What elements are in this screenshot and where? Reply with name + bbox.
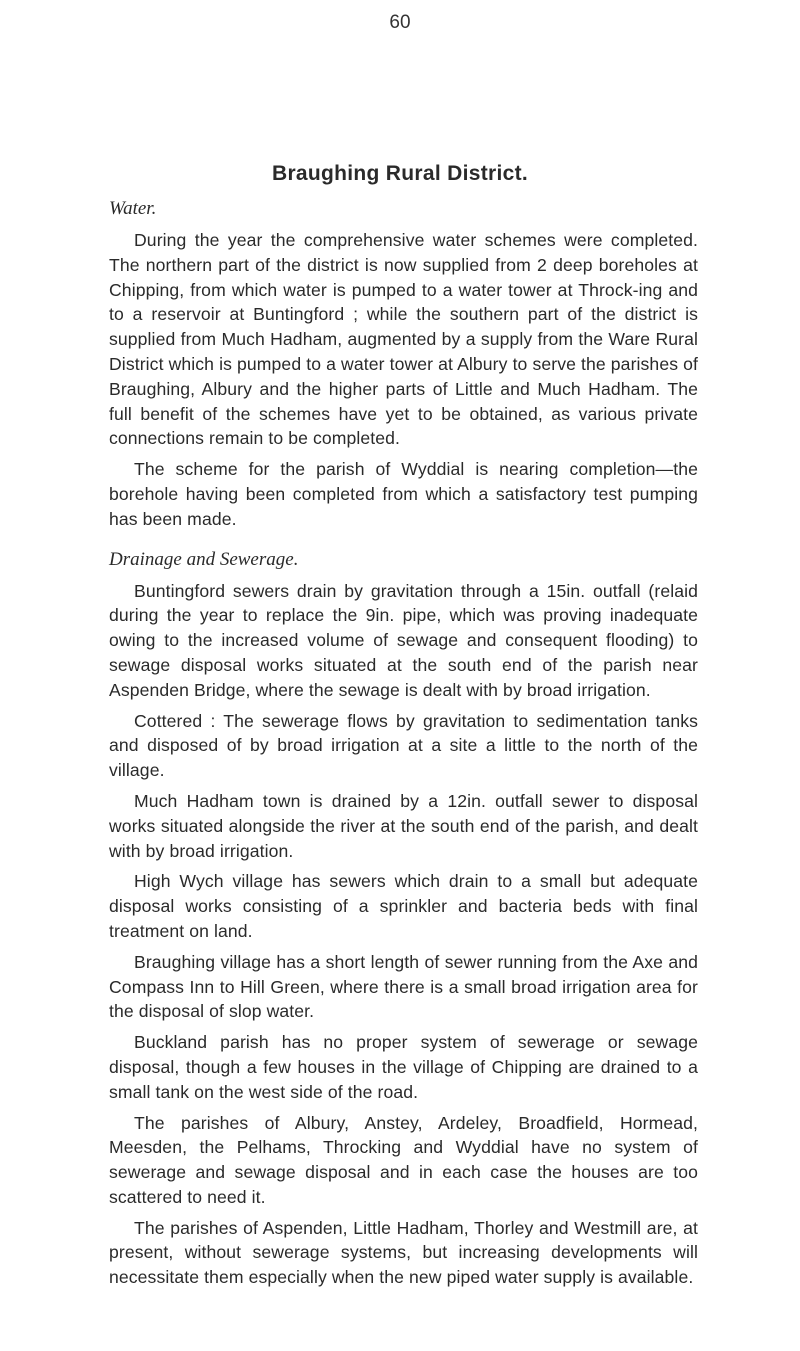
section-water [109, 195, 698, 532]
section-drainage [109, 546, 698, 1291]
section-heading-drainage: Drainage and Sewerage. [109, 548, 299, 570]
paragraph: High Wych village has sewers which drain to a small but adequate disposal works consisting of a sprinkler and bacteria beds with final treatment on land. [109, 871, 698, 941]
page-title: Braughing Rural District. [271, 162, 529, 185]
paragraph: Cottered : The sewerage flows by gravitation to sedimentation tanks and disposed of by broad irrigation at a site a little to the north of the village. [109, 710, 698, 781]
paragraph: Buntingford sewers drain by gravitation through a 15in. outfall (relaid during the year to replace the 9in. pipe, which was proving inadequate owing to the increased volume of sewage and consequent flooding) to sewage disposal works situated at the south end of the parish near Aspenden Bridge, where the sewage is dealt with by broad irrigation. [109, 580, 698, 700]
paragraph: The parishes of Aspenden, Little Hadham, Thorley and Westmill are, at present, without sewerage systems, but increasing developments will necessitate them especially when the new piped water supply is available. [109, 1217, 698, 1288]
paragraph: During the year the comprehensive water schemes were completed. The northern part of the district is now supplied from 2 deep boreholes at Chipping, from which water is pumped to a water tower at Throck-ing and to a reservoir at Buntingford ; while the southern part of the district is supplied from Much Hadham, augmented by a supply from the Ware Rural District which is pumped to a water tower at Albury to serve the parishes of Braughing, Albury and the higher parts of Little and Much Hadham. The full benefit of the schemes have yet to be obtained, as various private connections remain to be completed. [109, 230, 698, 449]
paragraph: Much Hadham town is drained by a 12in. outfall sewer to disposal works situated alongside the river at the south end of the parish, and dealt with by broad irrigation. [109, 790, 698, 861]
paragraph: Braughing village has a short length of sewer running from the Axe and Compass Inn to Hill Green, where there is a small broad irrigation area for the disposal of slop water. [109, 951, 698, 1022]
document-body [109, 195, 698, 1290]
section-heading-water: Water. [109, 198, 157, 219]
page-number: 60 [389, 12, 411, 33]
paragraph: The parishes of Albury, Anstey, Ardeley, Broadfield, Hormead, Meesden, the Pelhams, Throcking and Wyddial have no system of sewerage and sewage disposal and in each case the houses are too scattered to need it. [109, 1112, 698, 1207]
paragraph: Buckland parish has no proper system of sewerage or sewage disposal, though a few houses in the village of Chipping are drained to a small tank on the west side of the road. [109, 1032, 698, 1102]
paragraph: The scheme for the parish of Wyddial is nearing completion—the borehole having been completed from which a satisfactory test pumping has been made. [109, 459, 698, 529]
